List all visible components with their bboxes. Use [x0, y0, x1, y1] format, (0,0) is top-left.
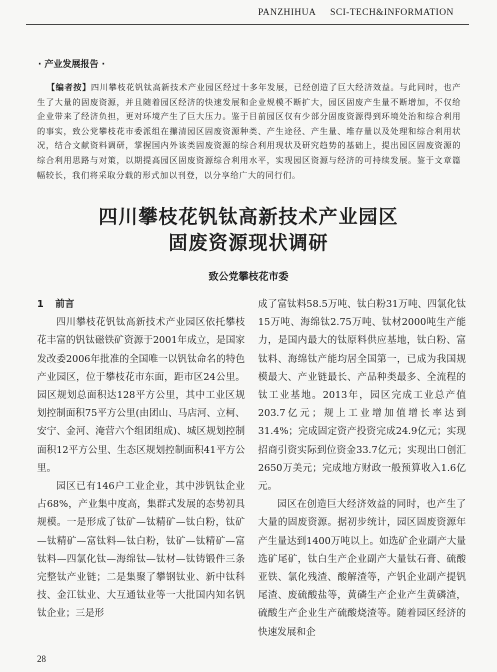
- article-author: 致公党攀枝花市委: [208, 272, 289, 283]
- section-heading-text: 前言: [55, 299, 75, 310]
- section-label: · 产业发展报告 ·: [38, 60, 106, 70]
- paragraph: 四川攀枝花钒钛高新技术产业园区依托攀枝花丰富的钒钛磁铁矿资源于2001年成立，是国家发改委2006年批准的全国唯一以钒钛命名的特色产业园区，位于攀枝花市东面，距市区24公里。园区规划总面积达128平方公里，其中工业区规划控制面积75平方公里(由团山、马店河、立柯、安宁、金河、淹营六个组团组成)、城区规划控制面积12平方公里、生态区规划控制面积41平方公里。: [37, 317, 245, 474]
- editor-note-text: 四川攀枝花钒钛高新技术产业园区经过十多年发展，已经创造了巨大经济效益。与此同时，也产生了大量的固废资源，并且随着园区经济的快速发展和企业规模不断扩大，园区固废产生量不断增加，不仅给企业带来了经济负担，更对环境产生了巨大压力。鉴于目前园区仅有少部分固废资源得到环境处治和综合利用的事实，致公党攀枝花市委派组在攥清园区固废资源种类、产生途径、产生量、堆存量以及处理和综合利用状况，结合文献资料调研，掌握国内外该类固废资源的综合利用现状及研究趋势的基础上，提出园区固废资源的综合利用思路与对策，以期提高园区固废资源综合利用水平，实现园区资源与经济的可持续发展。鉴于文章篇幅较长，我们将采取分载的形式加以刊登，以分享给广大的同行们。: [37, 82, 461, 180]
- paragraph: 园区已有146户工业企业，其中涉钒钛企业占68%，产业集中度高，集群式发展的态势初具规模。一是形成了钛矿—钛精矿—钛白粉，钛矿—钛精矿—富钛料—钛白粉，钛矿—钛精矿—富钛料—四氯化钛—海绵钛—钛材—钛铸锻件三条完整钛产业链；二是集聚了攀钢钛业、新中钛科技、金江钛业、大互通钛业等一大批国内知名钒钛企业；三是形: [37, 481, 245, 620]
- article-title-line2: 固废资源现状调研: [168, 232, 329, 254]
- page-number: 28: [37, 654, 46, 664]
- section-heading-number: 1: [37, 299, 44, 310]
- journal-name: PANZHIHUA: [258, 8, 317, 18]
- paragraph: 成了富钛料58.5万吨、钛白粉31万吨、四氯化钛15万吨、海绵钛2.75万吨、钛材2000吨生产能力，是国内最大的钛原料供应基地，钛白粉、富钛料、海绵钛产能均居全国第一，已成为我国规模最大、产业链最长、产品种类最多、全流程的钛工业基地。2013年，园区完成工业总产值203.7亿元；规上工业增加值增长率达到31.4%；完成固定资产投资完成24.9亿元；实现招商引资实际到位资金33.7亿元；实现出口创汇2650万美元；完成地方财政一般预算收入1.6亿元。: [258, 299, 466, 493]
- section-heading: [37, 296, 245, 314]
- header-rule: [26, 24, 469, 25]
- paragraph: 园区在创造巨大经济效益的同时，也产生了大量的固废资源。据初步统计，园区固废资源年产生量达到1400万吨以上。如选矿企业副产大量选矿尾矿，钛白生产企业副产大量钛石膏、硫酸亚铁、氯化残渣、酸解渣等，产钒企业副产提钒尾渣、废硫酸盐等，黄磷生产企业产生黄磷渣，硫酸生产企业生产硫酸烧渣等。随着园区经济的快速发展和企: [258, 499, 466, 638]
- article-title-line1: 四川攀枝花钒钛高新技术产业园区: [98, 206, 399, 228]
- right-column: [258, 296, 466, 642]
- editor-note-label: 【编者按】: [46, 82, 91, 92]
- journal-subtitle: SCI-TECH&INFORMATION: [330, 8, 454, 18]
- editor-note: [37, 80, 461, 182]
- left-column: [37, 296, 245, 624]
- running-header: [258, 8, 454, 18]
